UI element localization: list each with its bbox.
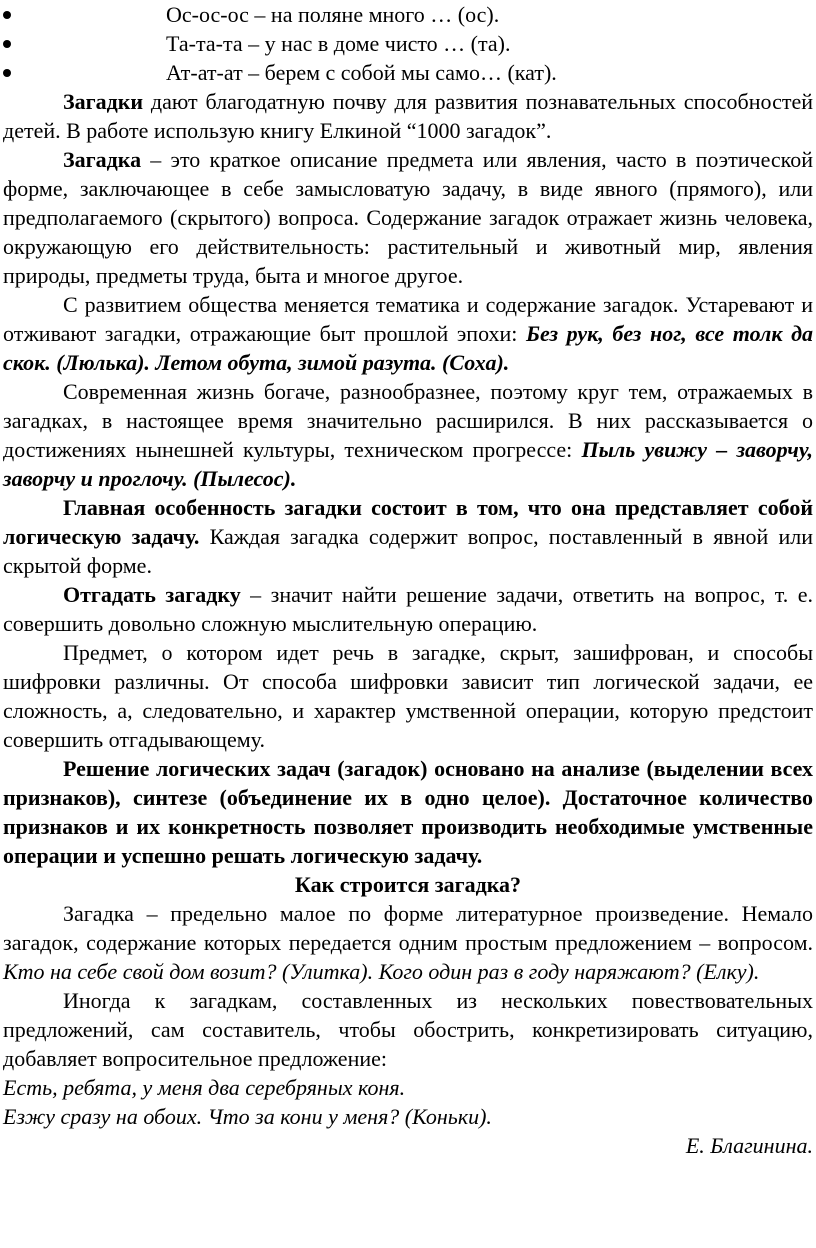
paragraph-logic-solution: Решение логических задач (загадок) основано на анализе (выделении всех признаков), синтезе (объединение их в одно целое). Достаточное количество признаков и их конкретность позволяет производить необходимые умственные операции и успешно решать логическую задачу. (3, 756, 813, 868)
list-item: Та-та-та – у нас в доме чисто … (та). (3, 29, 813, 58)
paragraph-riddle-definition: Загадка – это краткое описание предмета или явления, часто в поэтической форме, заключающее в себе замысловатую задачу, в виде явного (прямого), или предполагаемого (скрытого) вопроса. Содержание загадок отражает жизнь человека, окружающую его действительность: растительный и животный мир, явления природы, предметы труда, быта и многое другое. (3, 147, 813, 288)
poem-line: Есть, ребята, у меня два серебряных коня. (3, 1075, 406, 1100)
paragraph-riddles-intro: Загадки дают благодатную почву для развития познавательных способностей детей. В работе использую книгу Елкиной “1000 загадок”. (3, 89, 813, 143)
paragraph-question-sentence: Иногда к загадкам, составленных из нескольких повествовательных предложений, сам составитель, чтобы обострить, конкретизировать ситуацию, добавляет вопросительное предложение: (3, 988, 813, 1071)
document-page (3, 0, 813, 1160)
bullet-icon (3, 69, 11, 77)
paragraph-literary-form: Загадка – предельно малое по форме литературное произведение. Немало загадок, содержание которых передается одним простым предложением – вопросом. Кто на себе свой дом возит? (Улитка). Кого один раз в году наряжают? (Елку). (3, 901, 813, 984)
poem-author: Е. Благинина. (685, 1133, 813, 1158)
poem-line: Езжу сразу на обоих. Что за кони у меня? (Коньки). (3, 1104, 492, 1129)
paragraph-modern-life: Современная жизнь богаче, разнообразнее, поэтому круг тем, отражаемых в загадках, в настоящее время значительно расширился. В них рассказывается о достижениях нынешней культуры, техническом прогрессе: Пыль увижу – заворчу, заворчу и проглочу. (Пылесос). (3, 379, 814, 491)
paragraph-main-feature: Главная особенность загадки состоит в том, что она представляет собой логическую задачу. Каждая загадка содержит вопрос, поставленный в явной или скрытой форме. (3, 495, 813, 578)
section-heading: Как строится загадка? (294, 872, 522, 897)
bullet-icon (3, 11, 11, 19)
paragraph-society-themes: С развитием общества меняется тематика и содержание загадок. Устаревают и отживают загадки, отражающие быт прошлой эпохи: Без рук, без ног, все толк да скок. (Люлька). Летом обута, зимой разута. (Соха). (3, 292, 813, 375)
bullet-icon (3, 40, 11, 48)
paragraph-guessing: Отгадать загадку – значит найти решение задачи, ответить на вопрос, т. е. совершить довольно сложную мыслительную операцию. (3, 582, 813, 636)
list-item: Ос-ос-ос – на поляне много … (ос). (3, 0, 813, 29)
bullet-list (3, 0, 813, 87)
list-item: Ат-ат-ат – берем с собой мы само… (кат). (3, 58, 813, 87)
paragraph-encryption: Предмет, о котором идет речь в загадке, скрыт, зашифрован, и способы шифровки различны. От способа шифровки зависит тип логической задачи, ее сложность, а, следовательно, и характер умственной операции, которую предстоит совершить отгадывающему. (3, 640, 813, 752)
